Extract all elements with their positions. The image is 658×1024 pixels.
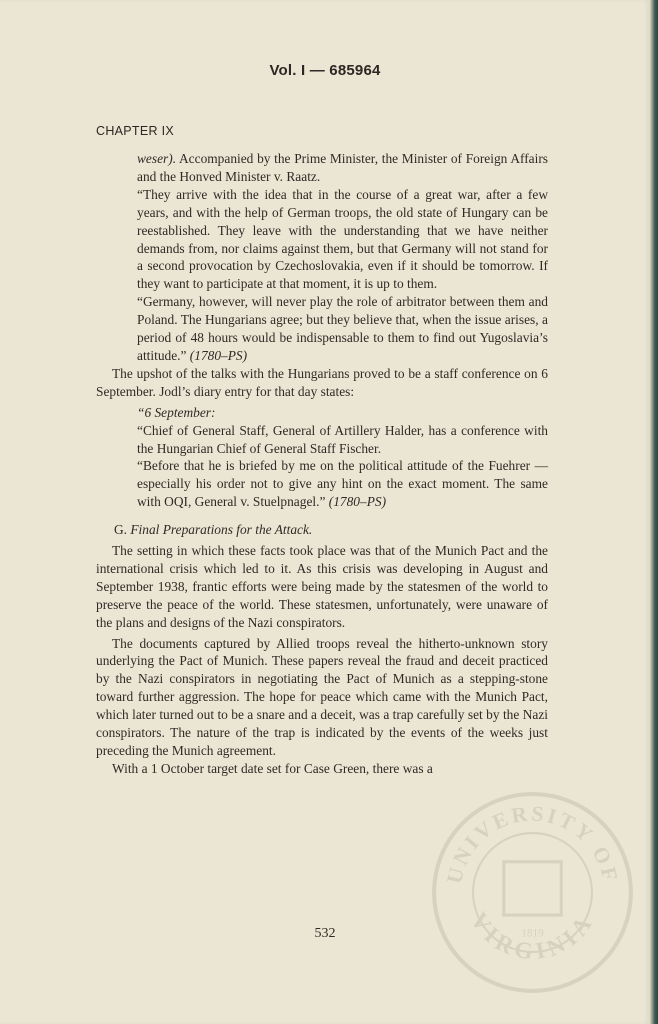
chapter-heading: CHAPTER IX: [96, 124, 175, 138]
paragraph-4: The upshot of the talks with the Hungarians proved to be a staff conference on 6 September. Jodl’s diary entry for that day states:: [96, 365, 548, 399]
body-text: [96, 150, 548, 778]
paragraph-1: [96, 150, 548, 186]
paragraph-text: Accompanied by the Prime Minister, the Minister of Foreign Affairs and the Honved Minister v. Raatz.: [137, 151, 548, 184]
paragraph-10: The documents captured by Allied troops reveal the hitherto-unknown story underlying the Pact of Munich. These papers reveal the fraud and deceit practiced by the Nazi conspirators in negotiating the Pact of Munich as a stepping-stone toward further aggression. The hope for peace which came with the Munich Pact, which later turned out to be a snare and a deceit, was a trap carefully set by the Nazi conspirators. The nature of the trap is indicated by the events of the weeks just preceding the Munich agreement.: [96, 635, 548, 758]
paragraph-9: The setting in which these facts took place was that of the Munich Pact and the international crisis which led to it. As this crisis was developing in August and September 1938, frantic efforts were being made by the statesmen of the world to preserve the peace of the world. These statesmen, unfortunately, were unaware of the plans and designs of the Nazi conspirators.: [96, 543, 548, 630]
paragraph-7: [96, 457, 548, 511]
page-number: 532: [314, 926, 336, 941]
citation: (1780–PS): [186, 347, 248, 363]
paragraph-11: With a 1 October target date set for Case Green, there was a: [112, 760, 433, 776]
paragraph-6: “Chief of General Staff, General of Artillery Halder, has a conference with the Hungarian Chief of General Staff Fischer.: [137, 422, 548, 456]
seal-text-top: UNIVERSITY OF: [442, 801, 623, 886]
running-header: Vol. I — 685964: [269, 62, 381, 79]
section-title: Final Preparations for the Attack.: [130, 522, 313, 538]
seal-text-bottom: VIRGINIA: [465, 908, 600, 966]
paragraph-2: “They arrive with the idea that in the course of a great war, after a few years, and with the help of German troops, the old state of Hungary can be reestablished. They leave with the understanding that we have neither demands from, nor claims against them, but that Germany will not stand for a second provocation by Czechoslovakia, even if it should be tomorrow. If they want to participate at that moment, it is up to them.: [137, 186, 548, 292]
paragraph-text: “Before that he is briefed by me on the political attitude of the Fuehrer — especially his order not to give any hint on the exact moment. The same with OQI, General v. Stuelpnagel.”: [137, 458, 548, 510]
page-edge: [650, 0, 658, 1024]
seal-year: 1819: [521, 927, 544, 940]
svg-text:UNIVERSITY OF: [442, 801, 623, 886]
paragraph-text: “Germany, however, will never play the role of arbitrator between them and Poland. The Hungarians agree; but they believe that, when the issue arises, a period of 48 hours would be indispensable to them to find out Yugoslavia’s attitude.”: [137, 294, 548, 363]
paragraph-5: “6 September:: [137, 404, 216, 420]
section-prefix: G.: [114, 522, 131, 538]
paragraph-lead: weser).: [137, 151, 177, 166]
section-heading: [96, 521, 548, 539]
paragraph-3: [96, 293, 548, 365]
university-seal-watermark: [430, 790, 635, 995]
citation: (1780–PS): [325, 494, 387, 510]
